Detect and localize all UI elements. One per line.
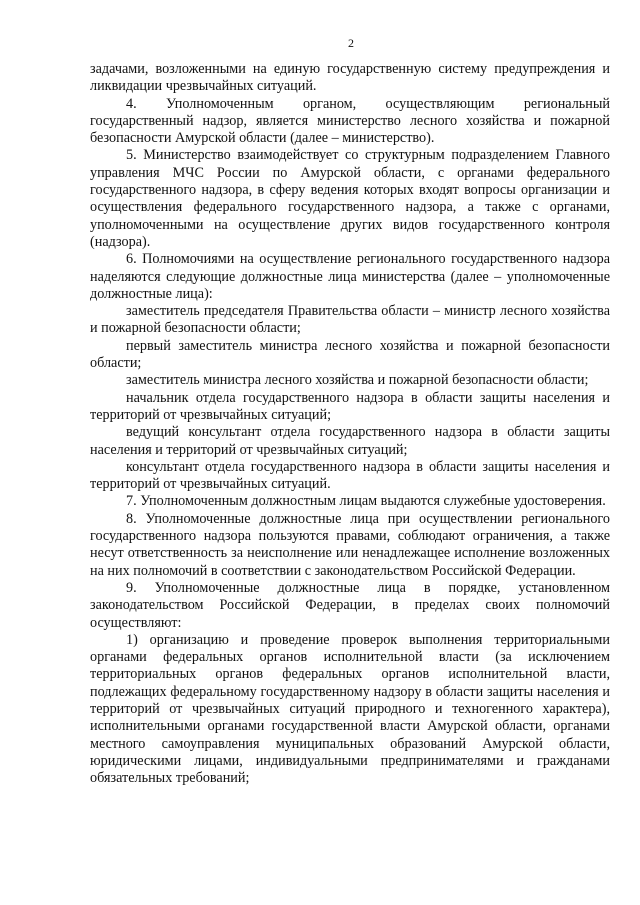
official-list-item: заместитель председателя Правительства области – министр лесного хозяйства и пожарной безопасности области; [90,303,610,337]
official-list-item: первый заместитель министра лесного хозяйства и пожарной безопасности области; [90,337,610,372]
official-list-item: заместитель министра лесного хозяйства и пожарной безопасности области; [126,372,589,389]
official-list-item: ведущий консультант отдела государственного надзора в области защиты населения и территорий от чрезвычайных ситуаций; [90,424,610,458]
paragraph-item-6: 6. Полномочиями на осуществление регионального государственного надзора наделяются следующие должностные лица министерства (далее – уполномоченные должностные лица): [90,251,610,302]
paragraph-item-4: 4. Уполномоченным органом, осуществляющим региональный государственный надзор, является министерство лесного хозяйства и пожарной безопасности Амурской области (далее – министерство). [90,95,610,147]
document-body [90,61,610,787]
paragraph-item-7: 7. Уполномоченным должностным лицам выдаются служебные удостоверения. [126,493,606,510]
paragraph-item-9: 9. Уполномоченные должностные лица в порядке, установленном законодательством Российской Федерации, в пределах своих полномочий осуществляют: [90,579,610,631]
official-list-item: начальник отдела государственного надзора в области защиты населения и территорий от чрезвычайных ситуаций; [90,389,610,423]
paragraph-continuation: задачами, возложенными на единую государственную систему предупреждения и ликвидации чрезвычайных ситуаций. [90,61,610,95]
paragraph-item-8: 8. Уполномоченные должностные лица при осуществлении регионального государственного надзора пользуются правами, соблюдают ограничения, а также несут ответственность за неисполнение или ненадлежащее исполнение возложенных на них полномочий в соответствии с законодательством Российской Федерации. [90,510,610,579]
subitem-1: 1) организацию и проведение проверок выполнения территориальными органами федеральных органов исполнительной власти (за исключением территориальных органов федеральных органов исполнительной власти, подлежащих федеральному государственному надзору в области защиты населения и территорий от чрезвычайных ситуаций природного и техногенного характера), исполнительными органами государственной власти Амурской области, органами местного самоуправления муниципальных образований Амурской области, юридическими лицами, индивидуальными предпринимателями и гражданами обязательных требований; [90,631,610,787]
page-number: 2 [348,36,354,50]
official-list-item: консультант отдела государственного надзора в области защиты населения и территорий от чрезвычайных ситуаций. [90,458,610,493]
paragraph-item-5: 5. Министерство взаимодействует со структурным подразделением Главного управления МЧС России по Амурской области, с органами федерального государственного надзора, в сферу ведения которых входят вопросы организации и осуществления федерального государственного надзора, а также с органами, уполномоченными на осуществление других видов государственного контроля (надзора). [90,147,610,250]
